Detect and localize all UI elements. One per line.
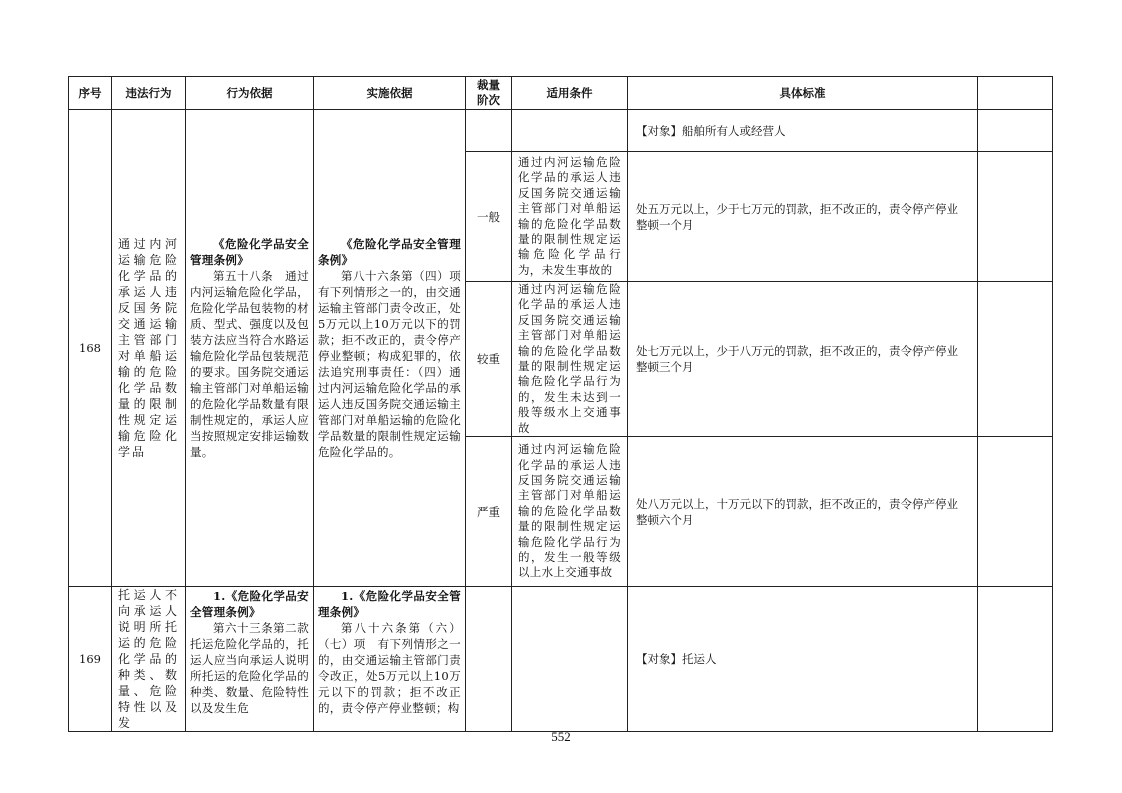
behavior-basis-title-169: 1.《危险化学品安全管理条例》 xyxy=(190,589,309,620)
impl-basis-cell-168 xyxy=(314,110,473,587)
blank-cell xyxy=(978,437,1053,587)
header-blank xyxy=(978,77,1053,110)
table-row-168-target xyxy=(69,110,1053,152)
blank-cell xyxy=(978,110,1053,152)
impl-basis-title-168: 《危险化学品安全管理条例》 xyxy=(318,237,461,268)
header-conditions: 适用条件 xyxy=(512,77,628,110)
blank-cell xyxy=(978,587,1053,732)
condition-severe: 通过内河运输危险化学品的承运人违反国务院交通运输主管部门对单船运输的危险化学品数量的限制性规定运输危险化学品行为的，发生一般等级以上水上交通事故 xyxy=(512,437,628,587)
standard-serious: 处七万元以上，少于八万元的罚款，拒不改正的，责令停产停业整顿三个月 xyxy=(628,282,978,437)
header-violation: 违法行为 xyxy=(112,77,186,110)
condition-general: 通过内河运输危险化学品的承运人违反国务院交通运输主管部门对单船运输的危险化学品数量的限制性规定运输危险化学品行为，未发生事故的 xyxy=(512,152,628,282)
header-row xyxy=(69,77,1053,110)
header-seq: 序号 xyxy=(69,77,112,110)
behavior-basis-cell-168 xyxy=(186,110,314,587)
header-standard: 具体标准 xyxy=(628,77,978,110)
penalty-standard-table xyxy=(68,76,1053,732)
target-cell-169: 【对象】托运人 xyxy=(628,587,978,732)
violation-cell-169: 托运人不向承运人说明所托运的危险化学品的种类、数量、危险特性以及发 xyxy=(112,587,186,732)
condition-cell-empty xyxy=(512,110,628,152)
level-cell-empty xyxy=(466,587,512,732)
level-severe: 严重 xyxy=(466,437,512,587)
standard-general: 处五万元以上，少于七万元的罚款，拒不改正的，责令停产停业整顿一个月 xyxy=(628,152,978,282)
impl-basis-cell-169 xyxy=(314,587,466,732)
seq-cell-169: 169 xyxy=(69,587,112,732)
impl-basis-title-169: 1.《危险化学品安全管理条例》 xyxy=(318,589,461,620)
regulation-table-page xyxy=(68,76,1052,732)
behavior-basis-body-169: 第六十三条第二款 托运危险化学品的，托运人应当向承运人说明所托运的危险化学品的种类、数量、危险特性以及发生危 xyxy=(190,621,321,716)
header-impl-basis: 实施依据 xyxy=(314,77,466,110)
header-level-line2: 阶次 xyxy=(477,93,500,107)
standard-severe: 处八万元以上，十万元以下的罚款，拒不改正的，责令停产停业整顿六个月 xyxy=(628,437,978,587)
seq-cell-168: 168 xyxy=(69,110,112,587)
level-serious: 较重 xyxy=(466,282,512,437)
blank-cell xyxy=(978,282,1053,437)
condition-serious: 通过内河运输危险化学品的承运人违反国务院交通运输主管部门对单船运输的危险化学品数量的限制性规定运输危险化学品行为的，发生未达到一般等级水上交通事故 xyxy=(512,282,628,437)
header-level-line1: 裁量 xyxy=(477,78,500,92)
table-row-169 xyxy=(69,587,1053,732)
level-cell-empty xyxy=(466,110,512,152)
condition-cell-empty xyxy=(512,587,628,732)
impl-basis-body-168: 第八十六条第（四）项 有下列情形之一的，由交通运输主管部门责令改正，处5万元以上10万元以下的罚款；拒不改正的，责令停产停业整顿；构成犯罪的，依法追究刑事责任：（四）通过内河运输危险化学品的承运人违反国务院交通运输主管部门对单船运输的危险化学品数量的限制性规定运输危险化学品的。 xyxy=(318,269,473,460)
blank-cell xyxy=(978,152,1053,282)
impl-basis-body-169: 第八十六条第（六）（七）项 有下列情形之一的，由交通运输主管部门责令改正，处5万元以上10万元以下的罚款；拒不改正的，责令停产停业整顿；构 xyxy=(318,621,461,716)
header-behavior-basis: 行为依据 xyxy=(186,77,314,110)
header-level xyxy=(466,77,512,110)
behavior-basis-title-168: 《危险化学品安全管理条例》 xyxy=(190,237,309,268)
behavior-basis-body-168: 第五十八条 通过内河运输危险化学品，危险化学品包装物的材质、型式、强度以及包装方法应当符合水路运输危险化学品包装规范的要求。国务院交通运输主管部门对单船运输的危险化学品数量有限制性规定的，承运人应当按照规定安排运输数量。 xyxy=(190,269,309,460)
target-cell-168: 【对象】船舶所有人或经营人 xyxy=(628,110,978,152)
behavior-basis-cell-169 xyxy=(186,587,321,732)
level-general: 一般 xyxy=(466,152,512,282)
page-number: 552 xyxy=(551,729,571,744)
violation-cell-168: 通过内河运输危险化学品的承运人违反国务院交通运输主管部门对单船运输的危险化学品数量的限制性规定运输危险化学品 xyxy=(112,110,186,587)
